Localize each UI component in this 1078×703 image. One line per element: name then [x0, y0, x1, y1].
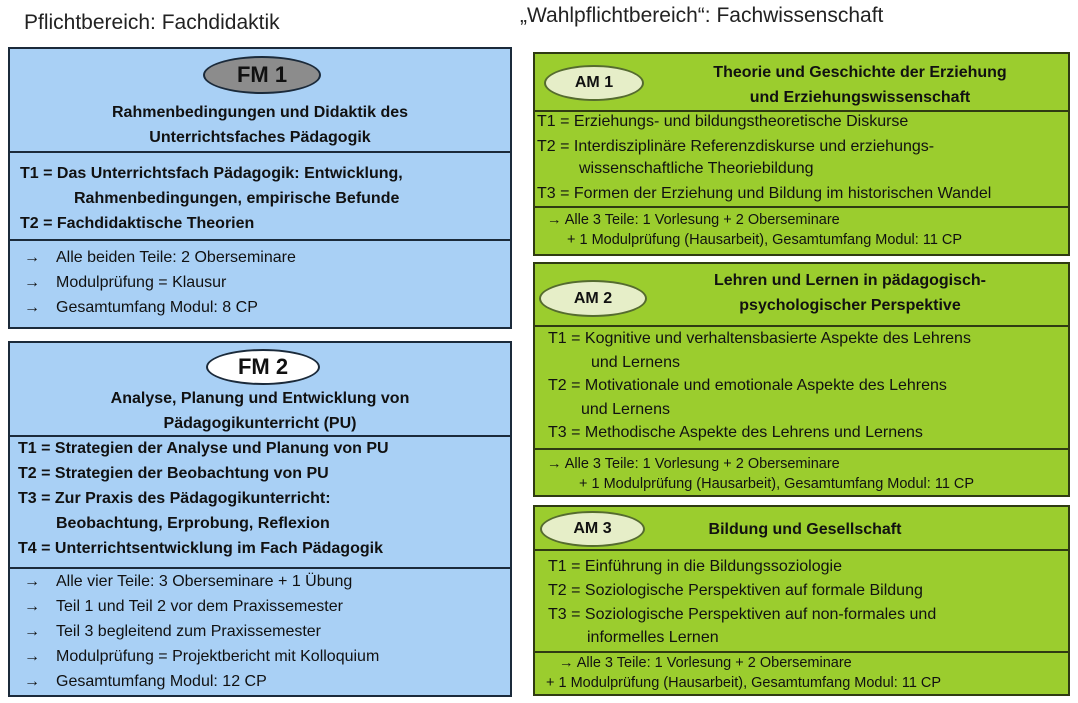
module-am2 — [533, 262, 1070, 497]
am2-note: → Alle 3 Teile: 1 Vorlesung + 2 Oberseminare — [547, 456, 840, 472]
am1-note: + 1 Modulprüfung (Hausarbeit), Gesamtumfang Modul: 11 CP — [567, 232, 963, 248]
fm1-topic: T2 = Fachdidaktische Theorien — [20, 215, 255, 232]
am1-topic: T2 = Interdisziplinäre Referenzdiskurse und erziehungs- — [537, 138, 935, 155]
am2-badge: AM 2 — [539, 280, 647, 317]
am2-note: + 1 Modulprüfung (Hausarbeit), Gesamtumfang Modul: 11 CP — [579, 476, 975, 492]
am3-note: → Alle 3 Teile: 1 Vorlesung + 2 Oberseminare — [559, 655, 852, 671]
am2-topic: T2 = Motivationale und emotionale Aspekte des Lehrens — [548, 377, 947, 394]
fm2-topic: T4 = Unterrichtsentwicklung im Fach Pädagogik — [18, 540, 383, 557]
fm1-badge: FM 1 — [203, 56, 321, 94]
fm2-topic: T1 = Strategien der Analyse und Planung von PU — [18, 440, 389, 457]
arrow-icon: → — [24, 623, 40, 640]
am2-topic: und Lernens — [591, 354, 680, 371]
fm1-divider — [10, 239, 510, 241]
arrow-icon: → — [24, 648, 40, 665]
fm2-note: → Alle vier Teile: 3 Oberseminare + 1 Übung — [24, 573, 353, 590]
am1-divider — [535, 110, 1068, 112]
am1-topic: T1 = Erziehungs- und bildungstheoretische Diskurse — [537, 113, 909, 130]
am2-title-line: Lehren und Lernen in pädagogisch- — [713, 272, 986, 289]
am2-divider — [535, 325, 1068, 327]
fm1-divider — [10, 151, 510, 153]
am1-title — [655, 60, 1065, 110]
am3-badge: AM 3 — [540, 511, 645, 547]
am3-note: + 1 Modulprüfung (Hausarbeit), Gesamtumfang Modul: 11 CP — [546, 675, 942, 691]
am1-badge: AM 1 — [544, 65, 644, 101]
am2-topic: T1 = Kognitive und verhaltensbasierte Aspekte des Lehrens — [548, 330, 971, 347]
module-am1 — [533, 52, 1070, 256]
heading-pflichtbereich: Pflichtbereich: Fachdidaktik — [24, 11, 280, 34]
fm2-topic: T2 = Strategien der Beobachtung von PU — [18, 465, 329, 482]
fm2-note: → Gesamtumfang Modul: 12 CP — [24, 673, 267, 690]
am1-title-line: Theorie und Geschichte der Erziehung — [713, 64, 1007, 81]
fm1-topic: Rahmenbedingungen, empirische Befunde — [74, 190, 400, 207]
am3-topic: T3 = Soziologische Perspektiven auf non-formales und — [548, 606, 937, 623]
fm2-note: → Teil 1 und Teil 2 vor dem Praxissemester — [24, 598, 343, 615]
am2-divider — [535, 448, 1068, 450]
am1-title-line: und Erziehungswissenschaft — [749, 89, 971, 106]
am3-topic: informelles Lernen — [587, 629, 719, 646]
arrow-icon: → — [24, 673, 40, 690]
am1-topic: T3 = Formen der Erziehung und Bildung im historischen Wandel — [537, 185, 992, 202]
fm2-divider — [10, 435, 510, 437]
module-fm2 — [8, 341, 512, 697]
module-am3 — [533, 505, 1070, 696]
am3-title-line: Bildung und Gesellschaft — [708, 521, 902, 538]
am3-topic: T2 = Soziologische Perspektiven auf formale Bildung — [548, 582, 923, 599]
fm1-note: → Gesamtumfang Modul: 8 CP — [24, 299, 258, 316]
fm2-note: → Modulprüfung = Projektbericht mit Kolloquium — [24, 648, 380, 665]
fm1-title — [10, 100, 510, 150]
am1-note: → Alle 3 Teile: 1 Vorlesung + 2 Oberseminare — [547, 212, 840, 228]
fm1-title-line: Unterrichtsfaches Pädagogik — [149, 129, 371, 146]
am3-divider — [535, 549, 1068, 551]
am3-topic: T1 = Einführung in die Bildungssoziologie — [548, 558, 842, 575]
arrow-icon: → — [24, 598, 40, 615]
am2-title-line: psychologischer Perspektive — [739, 297, 961, 314]
am1-divider — [535, 206, 1068, 208]
arrow-icon: → — [24, 274, 40, 291]
am1-topic: wissenschaftliche Theoriebildung — [579, 160, 814, 177]
am3-title — [655, 517, 955, 542]
arrow-icon: → — [24, 573, 40, 590]
fm2-topic: T3 = Zur Praxis des Pädagogikunterricht: — [18, 490, 331, 507]
am2-topic: T3 = Methodische Aspekte des Lehrens und Lernens — [548, 424, 923, 441]
heading-wahlpflichtbereich: „Wahlpflichtbereich“: Fachwissenschaft — [520, 4, 884, 27]
module-fm1 — [8, 47, 512, 329]
fm2-title — [10, 386, 510, 436]
fm1-note: → Modulprüfung = Klausur — [24, 274, 227, 291]
fm2-divider — [10, 567, 510, 569]
fm2-title-line: Pädagogikunterricht (PU) — [163, 415, 357, 432]
fm1-topic: T1 = Das Unterrichtsfach Pädagogik: Entwicklung, — [20, 165, 403, 182]
fm2-note: → Teil 3 begleitend zum Praxissemester — [24, 623, 322, 640]
am3-divider — [535, 651, 1068, 653]
arrow-icon: → — [24, 299, 40, 316]
fm2-badge: FM 2 — [206, 349, 320, 385]
am2-topic: und Lernens — [581, 401, 670, 418]
fm2-topic: Beobachtung, Erprobung, Reflexion — [56, 515, 330, 532]
fm2-title-line: Analyse, Planung und Entwicklung von — [110, 390, 410, 407]
fm1-note: → Alle beiden Teile: 2 Oberseminare — [24, 249, 296, 266]
fm1-title-line: Rahmenbedingungen und Didaktik des — [111, 104, 409, 121]
am2-title — [655, 268, 1045, 318]
arrow-icon: → — [24, 249, 40, 266]
